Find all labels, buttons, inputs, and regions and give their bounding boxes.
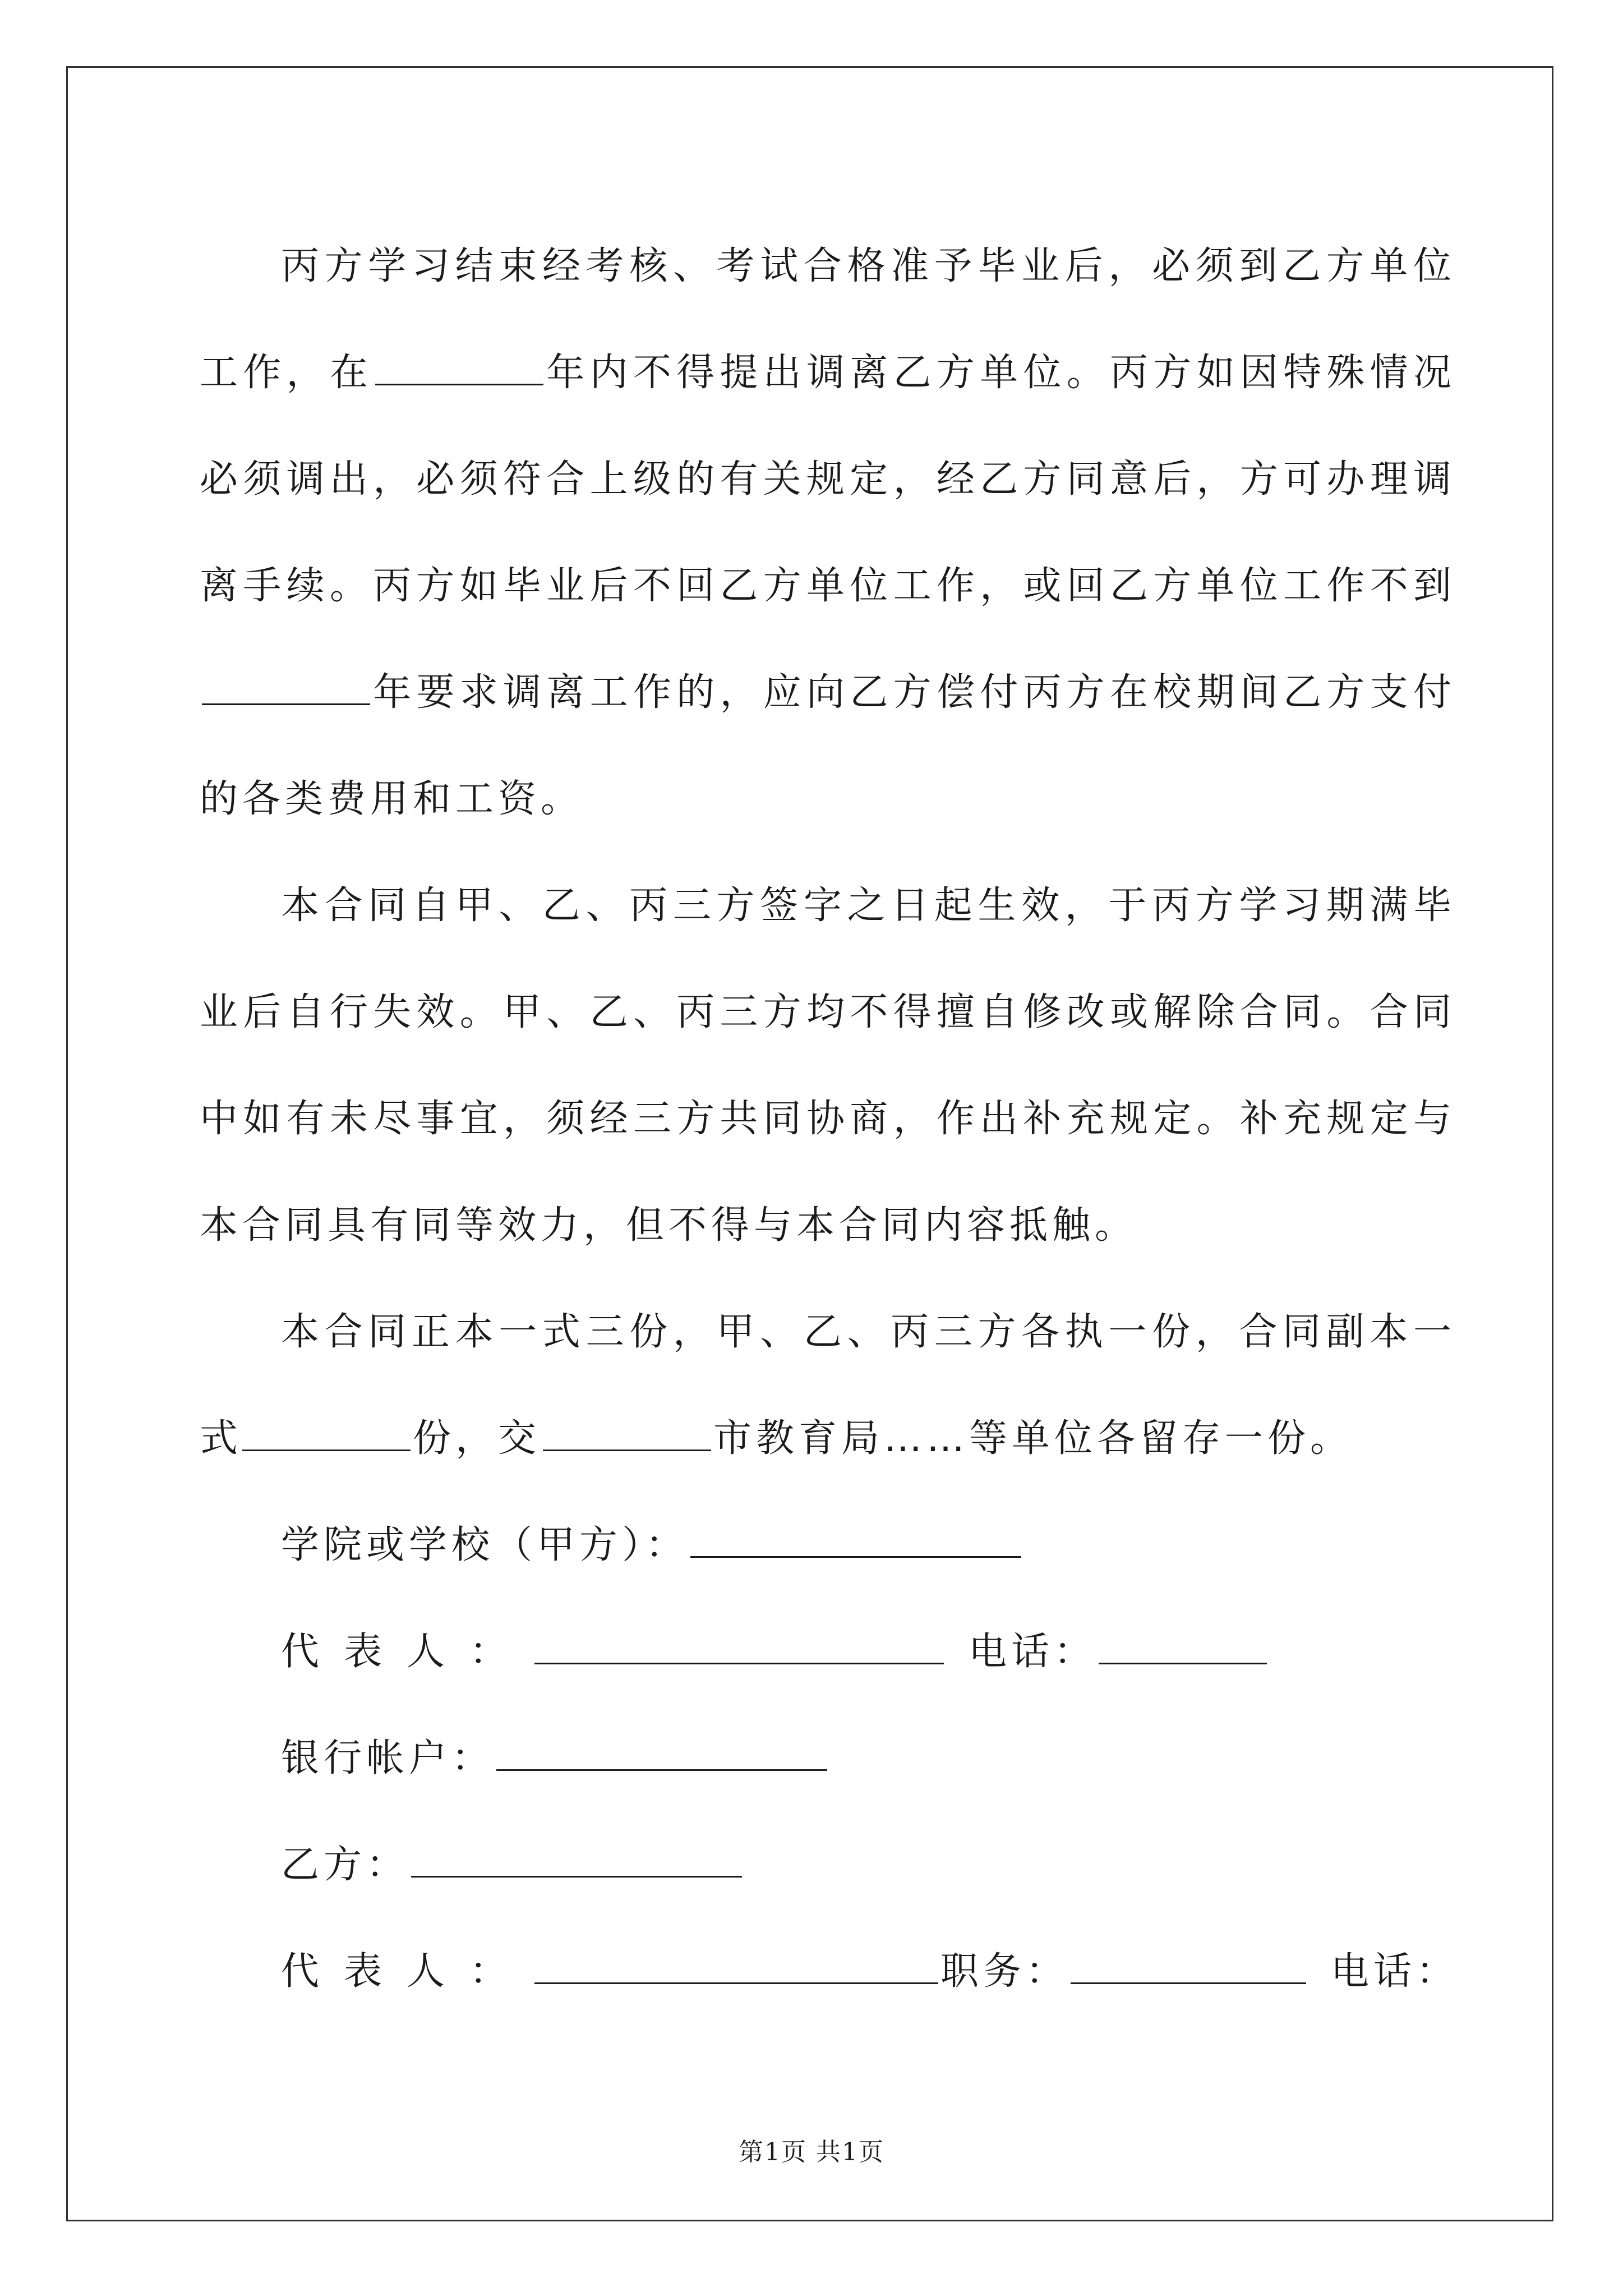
city-blank-field[interactable]	[543, 1415, 711, 1451]
position-label: 职务：	[940, 1949, 1069, 1994]
paragraph-copies	[200, 1279, 1456, 1492]
paragraph-text: 年内不得提出调离乙方单位。丙方如因特殊情况必须调出，必须符合上级的有关规定，经乙方同意后，方可办理调离手续。丙方如毕业后不回乙方单位工作，或回乙方单位工作不到	[200, 351, 1456, 608]
years-blank-field[interactable]	[375, 349, 543, 385]
school-label: 学院或学校（甲方）：	[281, 1523, 689, 1567]
bank-label: 银行帐户：	[281, 1736, 495, 1780]
paragraph-text: 本合同正本一式三份，甲、乙、丙三方各执一份，合同副本一式	[200, 1310, 1456, 1461]
party-b-field[interactable]	[411, 1841, 742, 1878]
paragraph-text: 市教育局……等单位各留存一份。	[713, 1416, 1353, 1461]
page-footer: 第1页 共1页	[739, 2138, 884, 2166]
party-b-label: 乙方：	[281, 1843, 409, 1887]
paragraph-effectiveness: 本合同自甲、乙、丙三方签字之日起生效，于丙方学习期满毕业后自行失效。甲、乙、丙三方均不得擅自修改或解除合同。合同中如有未尽事宜，须经三方共同协商，作出补充规定。补充规定与本合同具有同等效力，但不得与本合同内容抵触。	[200, 884, 1456, 1248]
paragraph-text: 年要求调离工作的，应向乙方偿付丙方在校期间乙方支付的各类费用和工资。	[200, 670, 1456, 821]
school-line	[200, 1492, 1456, 1599]
rep2-label: 代表人：	[281, 1949, 533, 1994]
position-field[interactable]	[1071, 1948, 1306, 1984]
copies-count-blank-field[interactable]	[242, 1415, 411, 1451]
bank-field[interactable]	[496, 1734, 827, 1771]
phone1-label: 电话：	[969, 1630, 1097, 1674]
phone2-label: 电话：	[1331, 1949, 1459, 1994]
paragraph-graduation-terms	[200, 213, 1456, 853]
document-body	[200, 213, 1459, 2025]
rep1-line	[200, 1599, 1456, 1705]
rep2-field[interactable]	[534, 1948, 938, 1984]
paragraph-text: 丙方学习结束经考核、考试合格准予毕业后，必须到乙方单位工作，在	[200, 244, 1456, 395]
party-b-line	[200, 1812, 1456, 1918]
min-years-blank-field[interactable]	[202, 669, 370, 705]
bank-line	[200, 1705, 1456, 1812]
school-field[interactable]	[690, 1521, 1021, 1558]
rep2-line	[200, 1918, 1459, 2025]
paragraph-text: 份，交	[413, 1416, 541, 1461]
rep1-label: 代表人：	[281, 1630, 533, 1674]
phone1-field[interactable]	[1099, 1628, 1267, 1664]
rep1-field[interactable]	[534, 1628, 944, 1664]
